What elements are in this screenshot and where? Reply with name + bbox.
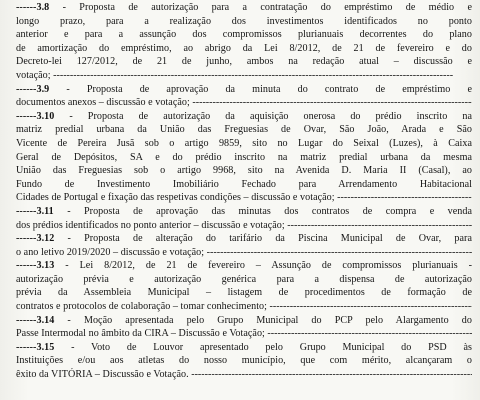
item-text: - Lei 8/2012, de 21 de fevereiro – Assunção de compromissos plurianuais -: [54, 260, 472, 272]
item-first-line: [16, 232, 472, 246]
agenda-item-3-10: [16, 110, 472, 205]
item-line: Decreto-lei 127/2012, de 21 de junho, ambos na redação atual – discussão e: [16, 56, 472, 68]
item-line: votação; -----: [16, 69, 472, 83]
item-text: - Proposta de alteração do tarifário da Piscina Municipal de Ovar, para: [54, 233, 472, 245]
item-number: ------3.10: [16, 110, 55, 122]
agenda-item-3-8: [16, 1, 472, 83]
item-number: ------3.12: [16, 233, 55, 245]
item-line: Instituições e/ou aos atletas do nosso município, que com mérito, alcançaram o: [16, 355, 472, 367]
item-number: ------3.8: [16, 2, 50, 13]
item-line: Vicente de Pereira Jusã sob o artigo 9859, sito no Lugar do Seixal (Luzes), à Caixa: [16, 137, 472, 149]
item-line: documentos anexos – discussão e votação; -----: [16, 96, 472, 110]
agenda-item-3-12: [16, 232, 472, 259]
item-number: ------3.14: [16, 314, 55, 326]
item-number: ------3.15: [16, 341, 55, 353]
item-first-line: [16, 314, 472, 328]
item-line: dos prédios identificados no ponto anterior – discussão e votação; -----: [16, 219, 472, 233]
item-line: longo prazo, para a realização dos investimentos identificados no ponto: [16, 15, 472, 27]
item-line: anterior e para a assunção dos compromissos plurianuais decorrentes do plano: [16, 29, 472, 41]
agenda-item-3-11: [16, 205, 472, 232]
item-first-line: [16, 341, 472, 355]
item-line: Fundo de Investimento Imobiliário Fechado para Arrendamento Habitacional: [16, 178, 472, 190]
item-line: União das Freguesias sob o artigo 9968, sito na Avenida D. Maria II (Casal), ao: [16, 165, 472, 177]
item-text: - Moção apresentada pelo Grupo Municipal do PCP pelo Alargamento do: [54, 314, 472, 326]
item-first-line: [16, 1, 472, 15]
agenda-item-3-9: [16, 83, 472, 110]
item-text: - Proposta de autorização da aquisição onerosa do prédio inscrito na: [54, 110, 472, 122]
agenda-item-3-14: [16, 314, 472, 341]
item-number: ------3.13: [16, 260, 55, 272]
item-line: o ano letivo 2019/2020 – discussão e votação; -----: [16, 246, 472, 260]
item-line: Geral de Depósitos, SA e do prédio inscrito na matriz predial urbana da mesma: [16, 151, 472, 163]
item-line: contratos e protocolos de colaboração – tomar conhecimento; -----: [16, 300, 472, 314]
item-line: Cidades de Portugal e fixação das respetivas condições – discussão e votação; -----: [16, 191, 472, 205]
item-text: - Voto de Louvor apresentado pelo Grupo Municipal do PSD às: [54, 341, 472, 353]
item-line: Passe Intermodal no âmbito da CIRA – Discussão e Votação; -----: [16, 327, 472, 341]
item-text: - Proposta de aprovação da minuta do contrato de empréstimo e: [49, 83, 472, 95]
item-first-line: [16, 110, 472, 124]
agenda-item-3-15: [16, 341, 472, 382]
item-line: de amortização do empréstimo, ao abrigo da Lei 8/2012, de 21 de fevereiro e do: [16, 42, 472, 54]
item-text: - Proposta de aprovação das minutas dos contratos de compra e venda: [53, 205, 472, 217]
item-line: matriz predial urbana da União das Freguesias de Ovar, São João, Arada e São: [16, 124, 472, 136]
item-first-line: [16, 205, 472, 219]
item-line: autorização prévia e autorização genérica para a dispensa de autorização: [16, 273, 472, 285]
item-line: prévia da Assembleia Municipal – listagem de procedimentos de formação de: [16, 287, 472, 299]
agenda-item-3-13: [16, 259, 472, 313]
item-text: - Proposta de autorização para a contratação do empréstimo de médio e: [49, 2, 472, 13]
item-first-line: [16, 83, 472, 97]
item-first-line: [16, 259, 472, 273]
item-number: ------3.11: [16, 205, 54, 217]
item-number: ------3.9: [16, 83, 50, 95]
item-line: êxito da VITÓRIA – Discussão e Votação. -----: [16, 368, 472, 382]
